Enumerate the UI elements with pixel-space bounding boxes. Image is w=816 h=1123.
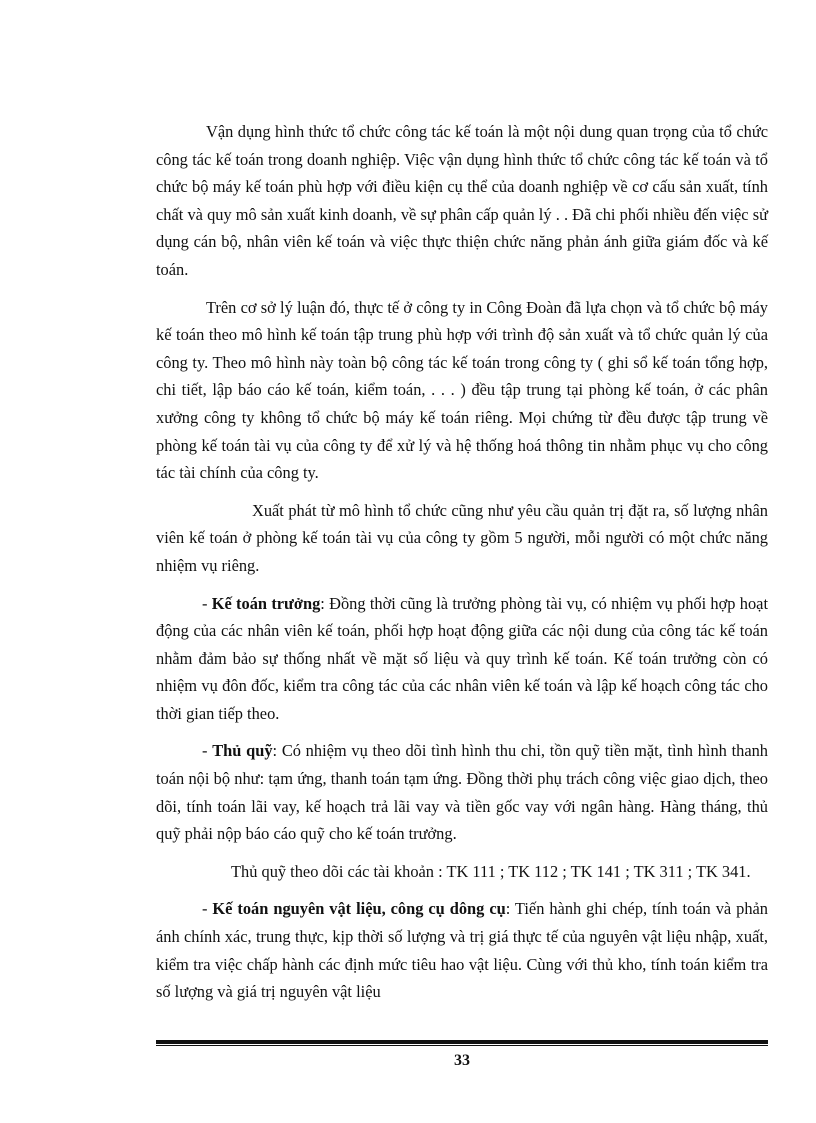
bullet-dash: - — [202, 899, 213, 919]
role-treasurer: Thủ quỹ — [212, 741, 273, 761]
role-materials-accountant-description: : Tiến hành ghi chép, tính toán và phản ánh chính xác, trung thực, kịp thời số lượng và trị giá thực tế của nguyên vật liệu nhập, xuất, kiểm tra việc chấp hành các định mức tiêu hao vật liệu. Cùng với thủ kho, tính toán kiểm tra số lượng và giá trị nguyên vật liệu — [156, 899, 768, 1002]
paragraph-treasurer-accounts: Thủ quỹ theo dõi các tài khoản : TK 111 ; TK 112 ; TK 141 ; TK 311 ; TK 341. — [231, 861, 751, 881]
page-number: 33 — [454, 1052, 470, 1069]
paragraph-accounting-form: Vận dụng hình thức tổ chức công tác kế toán là một nội dung quan trọng của tổ chức công tác kế toán trong doanh nghiệp. Việc vận dụng hình thức tổ chức công tác kế toán và tổ chức bộ máy kế toán phù hợp với điều kiện cụ thể của doanh nghiệp về cơ cấu sản xuất, tính chất và quy mô sản xuất kinh doanh, về sự phân cấp quản lý . . Đã chi phối nhiều đến việc sử dụng cán bộ, nhân viên kế toán và việc thực thiện chức năng phản ánh giữa giám đốc và kế toán. — [156, 122, 768, 279]
document-body — [156, 118, 768, 1016]
paragraph-materials-accountant — [156, 895, 768, 1005]
paragraph-centralized-model: Trên cơ sở lý luận đó, thực tế ở công ty in Công Đoàn đã lựa chọn và tổ chức bộ máy kế toán theo mô hình kế toán tập trung phù hợp với trình độ sản xuất và tổ chức quản lý của công ty. Theo mô hình này toàn bộ công tác kế toán trong công ty ( ghi sổ kế toán tổng hợp, chi tiết, lập báo cáo kế toán, kiểm toán, . . . ) đều tập trung tại phòng kế toán, ở các phân xưởng công ty không tổ chức bộ máy kế toán riêng. Mọi chứng từ đều được tập trung về phòng kế toán tài vụ của công ty để xử lý và hệ thống hoá thông tin nhằm phục vụ cho công tác tài chính của công ty. — [156, 297, 768, 483]
role-chief-accountant-description: : Đồng thời cũng là trưởng phòng tài vụ, có nhiệm vụ phối hợp hoạt động của các nhân viên kế toán, phối hợp hoạt động giữa các nội dung của công tác kế toán nhằm đảm bảo sự thống nhất về mặt số liệu và quy trình kế toán. Kế toán trưởng còn có nhiệm vụ đôn đốc, kiểm tra công tác của các nhân viên kế toán và lập kế hoạch công tác cho thời gian tiếp theo. — [156, 593, 768, 723]
paragraph-staff-count: Xuất phát từ mô hình tổ chức cũng như yêu cầu quản trị đặt ra, số lượng nhân viên kế toán ở phòng kế toán tài vụ của công ty gồm 5 người, mỗi người có một chức năng nhiệm vụ riêng. — [156, 500, 768, 575]
footer-divider — [156, 1040, 768, 1046]
bullet-dash: - — [202, 741, 213, 761]
paragraph-treasurer — [156, 737, 768, 847]
role-treasurer-description: : Có nhiệm vụ theo dõi tình hình thu chi, tồn quỹ tiền mặt, tình hình thanh toán nội bộ như: tạm ứng, thanh toán tạm ứng. Đồng thời phụ trách công việc giao dịch, theo dõi, tính toán lãi vay, kế hoạch trả lãi vay và tiền gốc vay với ngân hàng. Hàng tháng, thủ quỹ phải nộp báo cáo quỹ cho kế toán trưởng. — [156, 741, 768, 844]
role-chief-accountant: Kế toán trưởng — [211, 593, 321, 613]
paragraph-chief-accountant — [156, 590, 768, 728]
bullet-dash: - — [202, 593, 212, 613]
role-materials-accountant: Kế toán nguyên vật liệu, công cụ dông cụ — [212, 899, 506, 919]
